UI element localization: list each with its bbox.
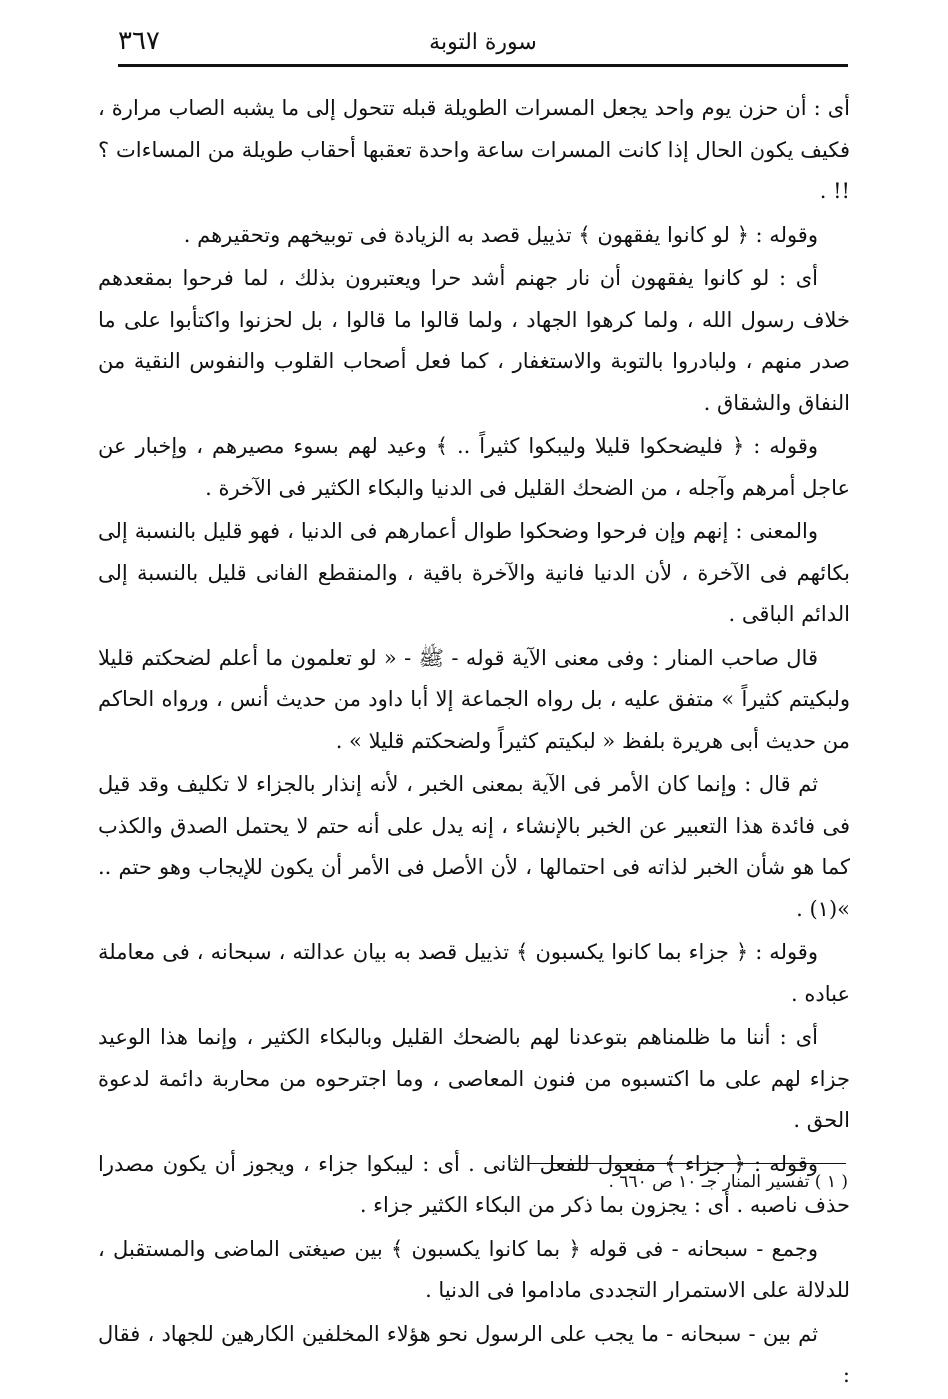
paragraph: قال صاحب المنار : وفى معنى الآية قوله - ﷺ - « لو تعلمون ما أعلم لضحكتم قليلا ولبكيتم كثيراً » متفق عليه ، بل رواه الجماعة إلا أبا داود من حديث أنس ، ورواه الحاكم من حديث أبى هريرة بلفظ « لبكيتم كثيراً ولضحكتم قليلا » .: [98, 645, 850, 753]
footnote: ( ١ ) تفسير المنار جـ ١٠ ص ٦٦٠ .: [608, 1172, 848, 1192]
paragraph: وقوله : ﴿ جزاء بما كانوا يكسبون ﴾ تذييل قصد به بيان عدالته ، سبحانه ، فى معاملة عباده .: [98, 940, 850, 1006]
paragraph: أى : لو كانوا يفقهون أن نار جهنم أشد حرا ويعتبرون بذلك ، لما فرحوا بمقعدهم خلاف رسول الله ، ولما كرهوا الجهاد ، ولما قالوا ما قالوا ، بل لحزنوا واكتأبوا على ما صدر منهم ، ولبادروا بالتوبة والاستغفار ، كما فعل أصحاب القلوب والنفوس النقية من النفاق والشقاق .: [98, 266, 850, 415]
page-number: ٣٦٧: [118, 26, 160, 56]
paragraph: والمعنى : إنهم وإن فرحوا وضحكوا طوال أعمارهم فى الدنيا ، فهو قليل بالنسبة إلى بكائهم فى الآخرة ، لأن الدنيا فانية والآخرة باقية ، والمنقطع الفانى قليل بالنسبة إلى الدائم الباقى .: [98, 519, 850, 626]
paragraph: وجمع - سبحانه - فى قوله ﴿ بما كانوا يكسبون ﴾ بين صيغتى الماضى والمستقبل ، للدلالة على الاستمرار التجددى ماداموا فى الدنيا .: [98, 1236, 850, 1302]
paragraph: أى : أن حزن يوم واحد يجعل المسرات الطويلة قبله تتحول إلى ما يشبه الصاب مرارة ، فكيف يكون الحال إذا كانت المسرات ساعة واحدة تعقبها أحقاب طويلة من المساءات ؟ !! .: [98, 96, 850, 203]
paragraph: أى : أننا ما ظلمناهم بتوعدنا لهم بالضحك القليل وبالبكاء الكثير ، وإنما هذا الوعيد جزاء لهم على ما اكتسبوه من فنون المعاصى ، وما اجترحوه من محاربة دائمة لدعوة الحق .: [98, 1025, 850, 1132]
footnote-divider: [528, 1163, 846, 1164]
paragraph: وقوله : ﴿ فليضحكوا قليلا وليبكوا كثيراً .. ﴾ وعيد لهم بسوء مصيرهم ، وإخبار عن عاجل أمرهم وآجله ، من الضحك القليل فى الدنيا والبكاء الكثير فى الآخرة .: [98, 434, 850, 500]
surah-title: سورة التوبة: [429, 30, 537, 55]
paragraph: وقوله : ﴿ لو كانوا يفقهون ﴾ تذييل قصد به الزيادة فى توبيخهم وتحقيرهم .: [183, 222, 818, 247]
page-header: [118, 18, 848, 68]
main-text: [98, 88, 850, 1399]
header-divider: [118, 64, 848, 67]
paragraph: ثم قال : وإنما كان الأمر فى الآية بمعنى الخبر ، لأنه إنذار بالجزاء لا تكليف وقد قيل فى فائدة هذا التعبير عن الخبر بالإنشاء ، إنه يدل على أنه حتم لا يحتمل الصدق والكذب كما هو شأن الخبر لذاته فى احتمالها ، لأن الأصل فى الأمر أن يكون للإيجاب وهو حتم .. »(١) .: [98, 772, 850, 921]
paragraph: وقوله : ﴿ جزاء ﴾ مفعول للفعل الثانى . أى : ليبكوا جزاء ، ويجوز أن يكون مصدرا حذف ناصبه . أى : يجزون بما ذكر من البكاء الكثير جزاء .: [98, 1151, 850, 1217]
paragraph: ثم بين - سبحانه - ما يجب على الرسول نحو هؤلاء المخلفين الكارهين للجهاد ، فقال :: [98, 1321, 850, 1387]
